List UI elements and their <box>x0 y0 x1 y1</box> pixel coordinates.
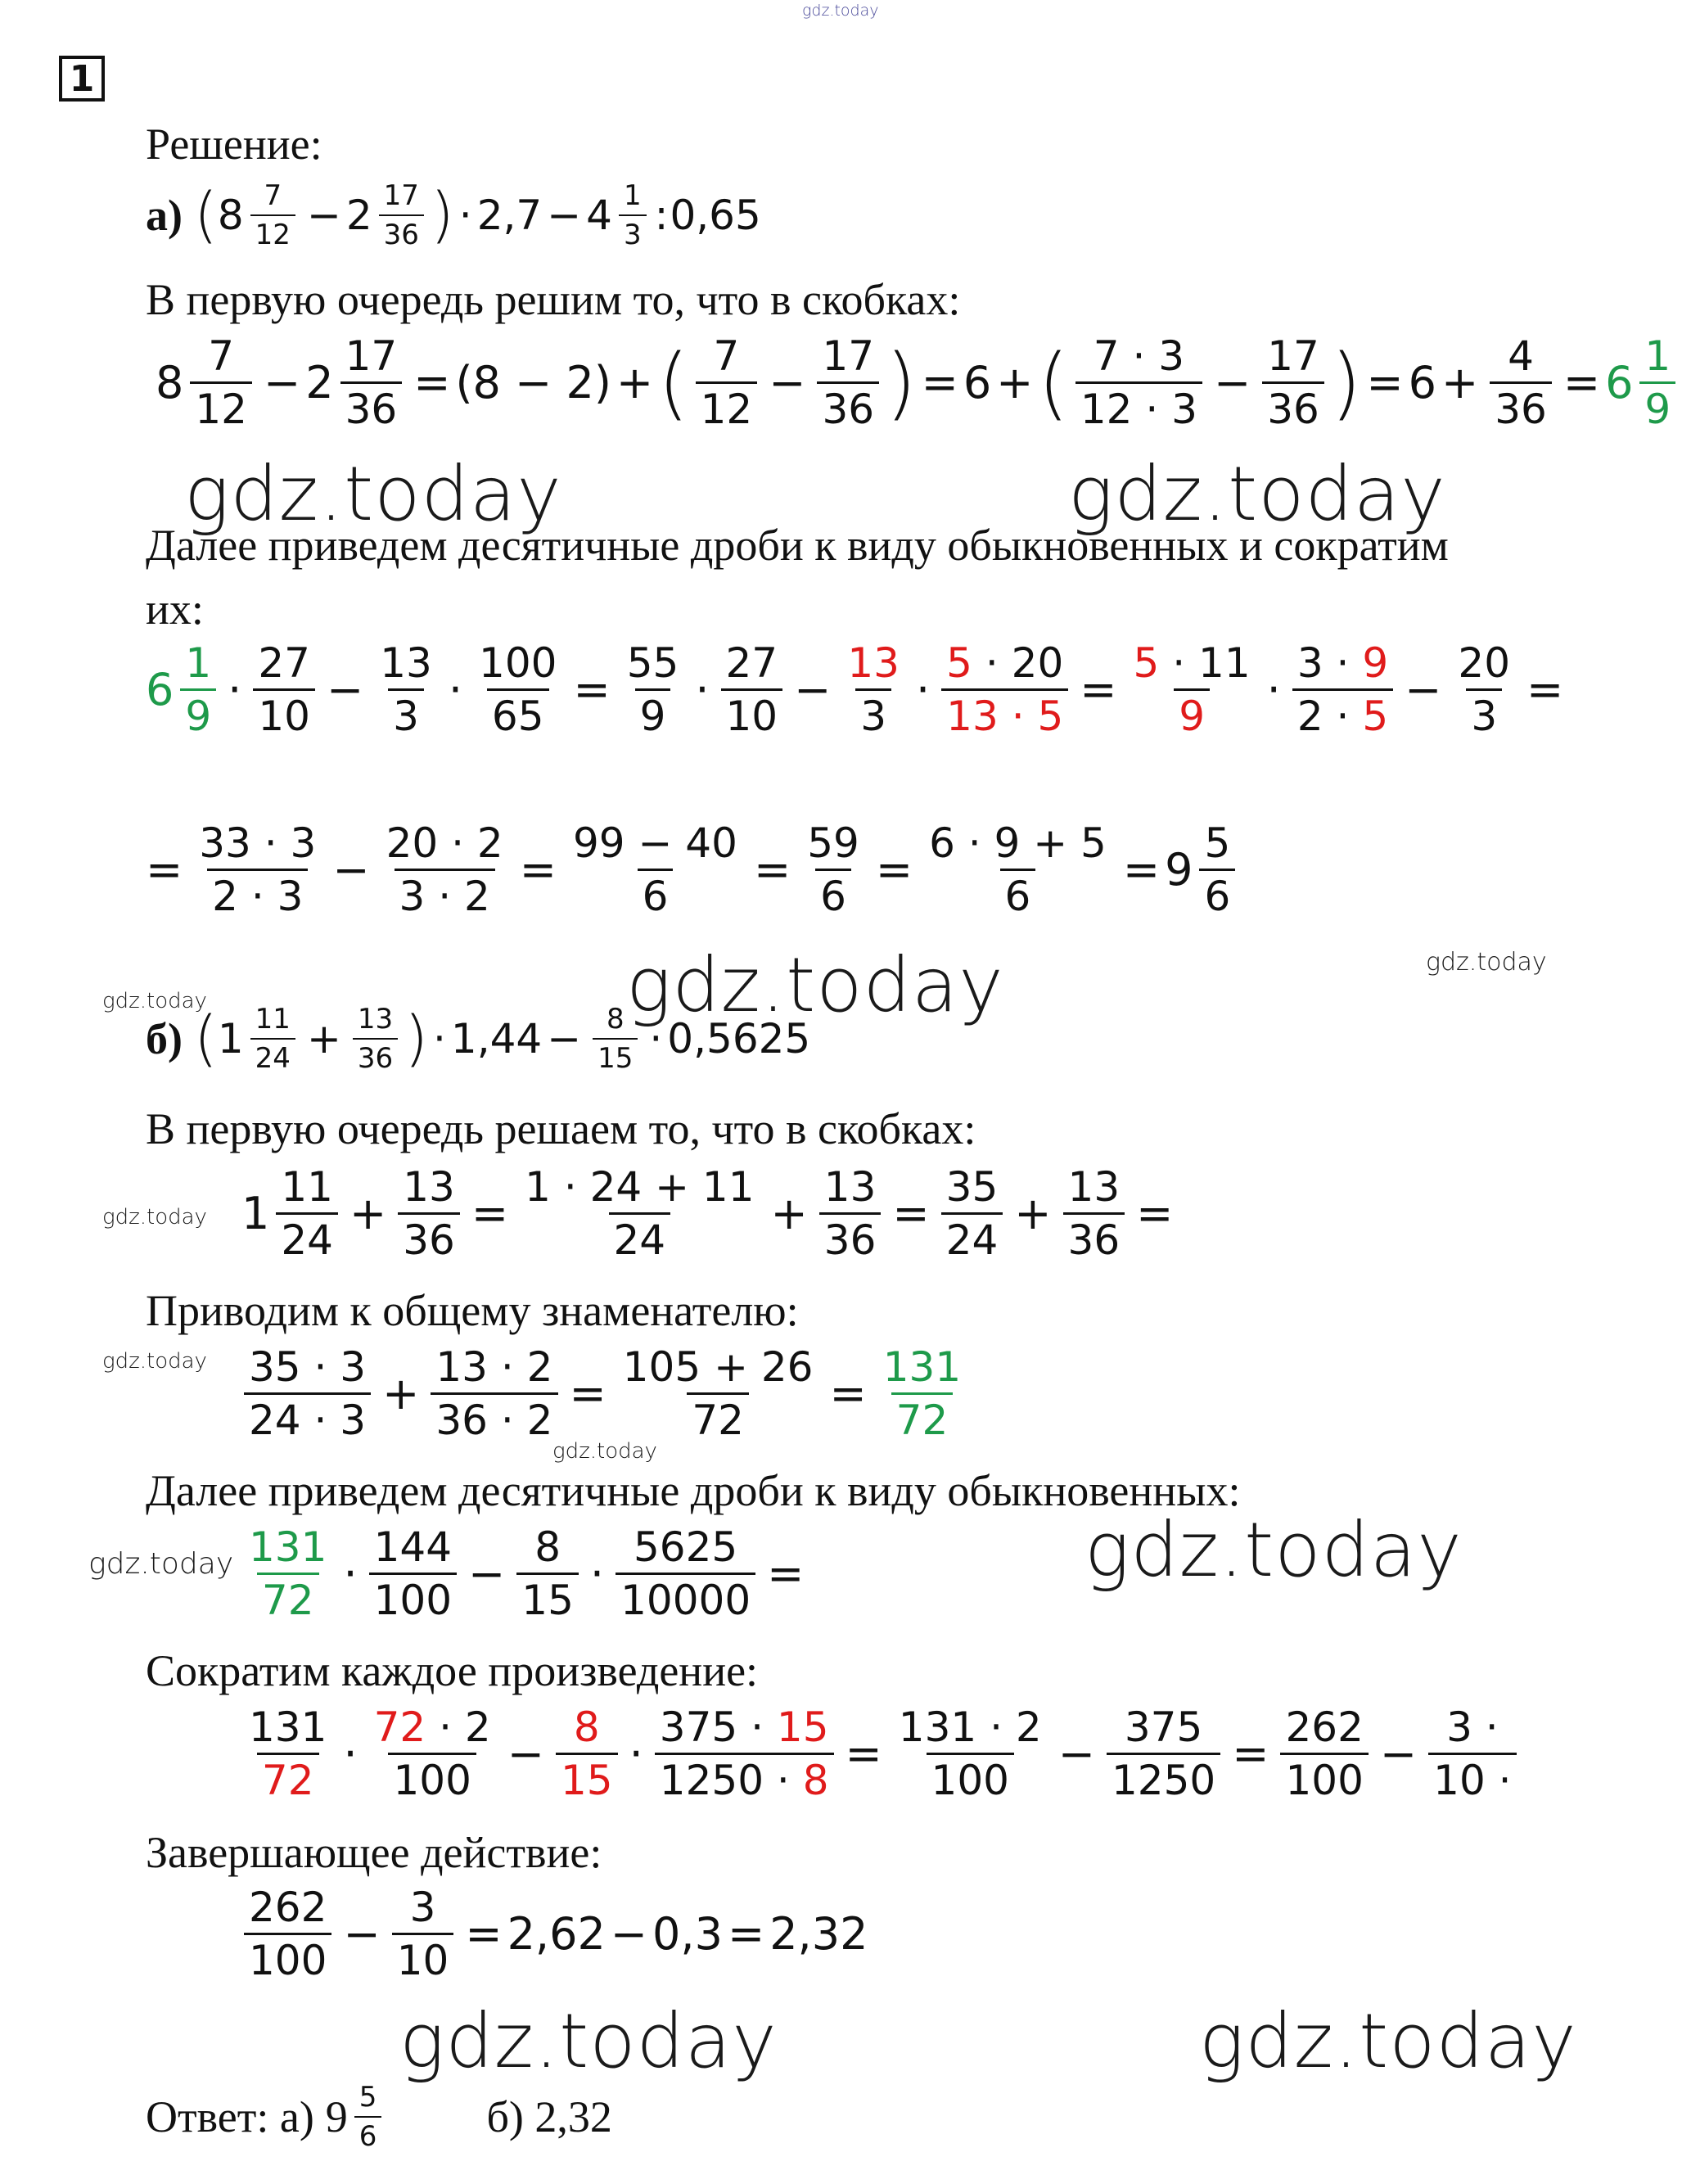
watermark: gdz.today <box>552 1439 657 1464</box>
fraction: $\frac{13}{36}$ <box>353 1005 398 1072</box>
b-product-line: 131 72 · 144 100 − $\frac{8}{15}$ · $\frac{5625}{10000}$ = <box>237 1527 809 1621</box>
fraction: 1 9 <box>180 643 216 737</box>
watermark: gdz.today <box>1068 450 1446 538</box>
fraction: 72 · 2 100 <box>373 1703 491 1804</box>
fraction: 7 12 <box>190 336 252 430</box>
part-a-expression: а) ( 8 7 12 − 2 17 36 ) · 2,7 − 4 1 3 : 0,65 <box>146 179 761 251</box>
fraction: $\frac{1 \cdot 24 + 11}{24}$ <box>525 1163 755 1264</box>
fraction: 262 100 <box>244 1887 331 1981</box>
part-b-label: б) <box>146 1014 183 1063</box>
fraction: $\frac{8}{15}$ <box>556 1707 618 1801</box>
fraction: 5 6 <box>354 2083 382 2150</box>
fraction: $\frac{17}{36}$ <box>817 336 879 430</box>
fraction: 5 6 <box>1199 823 1235 917</box>
watermark-top: gdz.today <box>802 2 879 20</box>
b-simplification-line: 131 72 · 72 · 2 100 − $\frac{8}{15}$ · $\frac{375 \cdot 15}{1250 \cdot 8}$ = $\frac{131 \cdot 2}{100}$ − $\frac{375}{1250}$ = $\frac{262}{100}$ − $\frac{3 \cdot}{10 \cdot}$ <box>237 1707 1523 1801</box>
b-step5-text: Завершающее действие: <box>146 1828 602 1877</box>
fraction: 1 3 <box>619 182 647 249</box>
fraction: $\frac{8}{15}$ <box>593 1005 638 1072</box>
fraction: $\frac{59}{6}$ <box>807 819 859 920</box>
a-step2-text: Далее приведем десятичные дроби к виду обыкновенных и сократим <box>146 521 1449 570</box>
watermark: gdz.today <box>1199 1997 1577 2085</box>
a-continuation-line: = $\frac{33 \cdot 3}{2 \cdot 3}$ − $\frac{20 \cdot 2}{3 \cdot 2}$ = $\frac{99 - 40}{6}$ = $\frac{59}{6}$ = $\frac{6 \cdot 9 + 5}{6}$ = 9 5 6 <box>146 823 1242 917</box>
watermark: gdz.today <box>1426 948 1547 977</box>
fraction: 3 · 9 2 · 5 <box>1292 643 1393 737</box>
a-step1-text: В первую очередь решим то, что в скобках: <box>146 275 961 324</box>
fraction: $\frac{17}{36}$ <box>340 336 403 430</box>
fraction: $\frac{375}{1250}$ <box>1107 1707 1220 1801</box>
watermark: gdz.today <box>88 1547 234 1581</box>
fraction: $\frac{131 \cdot 2}{100}$ <box>898 1703 1042 1804</box>
fraction: 7 · 3 12 · 3 <box>1075 336 1202 430</box>
fraction: 131 72 <box>249 1523 327 1624</box>
fraction: $\frac{3 \cdot}{10 \cdot}$ <box>1428 1707 1516 1801</box>
fraction: 11 24 <box>250 1005 295 1072</box>
part-a-label: а) <box>146 191 183 240</box>
fraction: $\frac{105 + 26}{72}$ <box>622 1343 814 1444</box>
fraction: $\frac{6 \cdot 9 + 5}{6}$ <box>929 819 1107 920</box>
fraction: $\frac{375 \cdot 15}{1250 \cdot 8}$ <box>655 1707 834 1801</box>
fraction: $\frac{5 \cdot 11}{9}$ <box>1133 639 1251 740</box>
fraction: $\frac{13}{3}$ <box>380 639 432 740</box>
fraction: 7 12 <box>250 182 295 249</box>
fraction: $\frac{20}{3}$ <box>1458 639 1511 740</box>
fraction: $\frac{35}{24}$ <box>941 1166 1003 1261</box>
b-step2-text: Приводим к общему знаменателю: <box>146 1286 799 1335</box>
watermark: gdz.today <box>626 941 1004 1029</box>
fraction: $\frac{55}{9}$ <box>626 639 679 740</box>
fraction: $\frac{17}{36}$ <box>1262 336 1324 430</box>
watermark: gdz.today <box>102 1205 207 1230</box>
fraction: $\frac{100}{65}$ <box>479 639 557 740</box>
b-final-line: 262 100 − $\frac{3}{10}$ = 2,62 − 0,3 = 2,32 <box>237 1887 868 1981</box>
fraction: 35 · 3 24 · 3 <box>244 1347 371 1441</box>
fraction: 17 36 <box>379 182 424 249</box>
watermark: gdz.today <box>399 1997 778 2085</box>
paren-left: ( <box>193 180 218 250</box>
part-b-expression: б) ( 1 11 24 + $\frac{13}{36}$ ) · 1,44 − $\frac{8}{15}$ · 0,5625 <box>146 1003 811 1075</box>
watermark: gdz.today <box>1085 1506 1463 1594</box>
answer-b: б) 2,32 <box>486 2092 612 2141</box>
fraction: $\frac{13}{36}$ <box>398 1166 460 1261</box>
paren-right: ) <box>430 180 454 250</box>
fraction: 1 9 <box>1639 336 1675 430</box>
fraction: $\frac{20 \cdot 2}{3 \cdot 2}$ <box>386 819 503 920</box>
solution-heading: Решение: <box>146 120 322 169</box>
b-step4-text: Сократим каждое произведение: <box>146 1646 759 1695</box>
watermark: gdz.today <box>102 1349 207 1374</box>
fraction: $\frac{4}{36}$ <box>1490 336 1552 430</box>
fraction: $\frac{131}{72}$ <box>882 1343 962 1444</box>
fraction: $\frac{99 - 40}{6}$ <box>573 819 737 920</box>
answer-label: Ответ: а) <box>146 2092 314 2141</box>
a-bracket-computation: 8 7 12 − 2 $\frac{17}{36}$ = (8 − 2) + ( 7 12 − $\frac{17}{36}$ ) = 6 + ( 7 · 3 12 · 3 − $\frac{17}{36}$ ) = 6 + $\frac{4}{36}$ = 6 1 9 <box>156 336 1682 430</box>
b-step1-text: В первую очередь решаем то, что в скобках: <box>146 1104 976 1153</box>
answer-line: Ответ: а) 9 5 6 б) 2,32 <box>146 2081 612 2153</box>
watermark: gdz.today <box>102 989 207 1013</box>
b-bracket-computation: 1 11 24 + $\frac{13}{36}$ = $\frac{1 \cdot 24 + 11}{24}$ + $\frac{13}{36}$ = $\frac{35}{24}$ + $\frac{13}{36}$ = <box>241 1163 1174 1264</box>
fraction: 7 12 <box>696 336 758 430</box>
a-product-line: 6 1 9 · 27 10 − $\frac{13}{3}$ · $\frac{100}{65}$ = $\frac{55}{9}$ · 27 10 − $\frac{13}{3}$ · $\frac{5 \cdot 20}{13 \cdot 5}$ = $\frac{5 \cdot 11}{9}$ · 3 · 9 2 · 5 − $\frac{20}{3}$ = <box>146 639 1564 740</box>
problem-number-box: 1 <box>59 56 105 102</box>
watermark: gdz.today <box>184 450 562 538</box>
fraction: $\frac{5 \cdot 20}{13 \cdot 5}$ <box>941 643 1068 737</box>
fraction: $\frac{13}{36}$ <box>1063 1166 1125 1261</box>
fraction: $\frac{13 \cdot 2}{36 \cdot 2}$ <box>431 1347 557 1441</box>
fraction: 27 10 <box>253 643 315 737</box>
whole: 8 <box>217 192 244 239</box>
b-common-denominator: 35 · 3 24 · 3 + $\frac{13 \cdot 2}{36 \cdot 2}$ = $\frac{105 + 26}{72}$ = $\frac{131}{72}$ <box>237 1347 972 1441</box>
fraction: $\frac{8}{15}$ <box>516 1527 579 1621</box>
fraction: $\frac{5625}{10000}$ <box>616 1527 755 1621</box>
fraction: 11 24 <box>276 1166 338 1261</box>
a-step2-text-cont: их: <box>146 584 204 634</box>
fraction: 131 72 <box>249 1703 327 1804</box>
fraction: $\frac{13}{3}$ <box>847 639 900 740</box>
fraction: 144 100 <box>369 1527 457 1621</box>
fraction: $\frac{262}{100}$ <box>1280 1707 1368 1801</box>
fraction: $\frac{13}{36}$ <box>819 1166 882 1261</box>
fraction: $\frac{3}{10}$ <box>392 1887 454 1981</box>
fraction: $\frac{33 \cdot 3}{2 \cdot 3}$ <box>199 819 317 920</box>
b-step3-text: Далее приведем десятичные дроби к виду обыкновенных: <box>146 1466 1241 1515</box>
fraction: 27 10 <box>721 643 783 737</box>
